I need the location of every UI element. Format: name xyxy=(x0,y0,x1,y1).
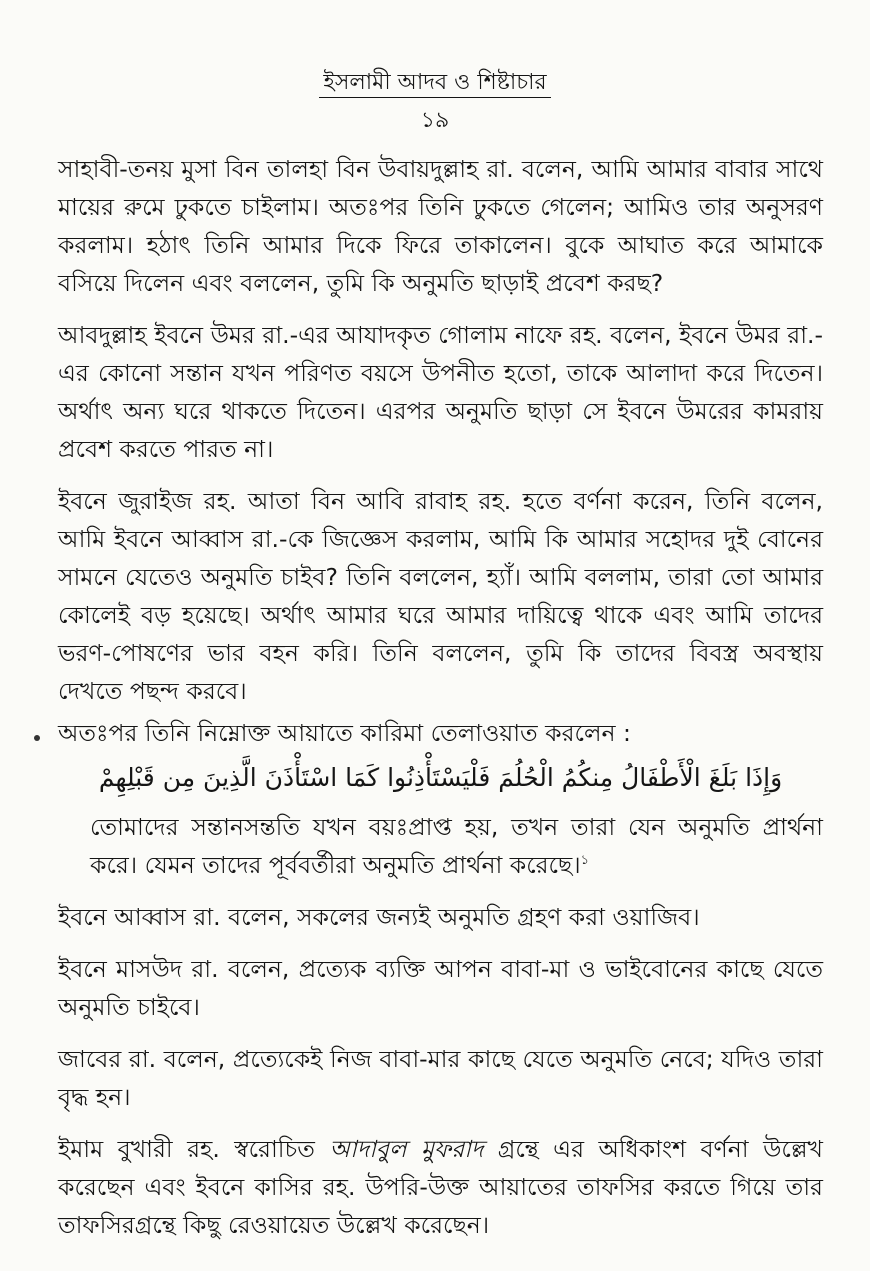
bukhari-text-2: গ্রন্থে এর অধিকাংশ বর্ণনা উল্লেখ করেছেন এবং ইবনে কাসির রহ. উপরি-উক্ত আয়াতের তাফসির করতে গিয়ে তার তাফসিরগ্রন্থে কিছু রেওয়ায়েত উল্লেখ করেছেন। xyxy=(58,1135,823,1239)
paragraph-ibn-juraij: ইবনে জুরাইজ রহ. আতা বিন আবি রাবাহ রহ. হতে বর্ণনা করেন, তিনি বলেন, আমি ইবনে আব্বাস রা.-কে জিজ্ঞেস করলাম, আমি কি আমার সহোদর দুই বোনের সামনে যেতেও অনুমতি চাইব? তিনি বললেন, হ্যাঁ। আমি বললাম, তারা তো আমার কোলেই বড় হয়েছে। অর্থাৎ আমার ঘরে আমার দায়িত্বে থাকে এবং আমি তাদের ভরণ-পোষণের ভার বহন করি। তিনি বললেন, তুমি কি তাদের বিবস্ত্র অবস্থায় দেখতে পছন্দ করবে। xyxy=(58,487,823,705)
paragraph-jaber: জাবের রা. বলেন, প্রত্যেকেই নিজ বাবা-মার কাছে যেতে অনুমতি নেবে; যদিও তারা বৃদ্ধ হন। xyxy=(58,1045,823,1111)
paragraph-ibn-abbas: ইবনে আব্বাস রা. বলেন, সকলের জন্যই অনুমতি গ্রহণ করা ওয়াজিব। xyxy=(58,903,700,931)
running-header xyxy=(0,68,870,98)
paragraph-musa-bin-talha: সাহাবী-তনয় মুসা বিন তালহা বিন উবায়দুল্লাহ রা. বলেন, আমি আমার বাবার সাথে মায়ের রুমে ঢুকতে চাইলাম। অতঃপর তিনি ঢুকতে গেলেন; আমিও তার অনুসরণ করলাম। হঠাৎ তিনি আমার দিকে ফিরে তাকালেন। বুকে আঘাত করে আমাকে বসিয়ে দিলেন এবং বললেন, তুমি কি অনুমতি ছাড়াই প্রবেশ করছ? xyxy=(58,155,823,297)
paragraph-ibn-masud: ইবনে মাসউদ রা. বলেন, প্রত্যেক ব্যক্তি আপন বাবা-মা ও ভাইবোনের কাছে যেতে অনুমতি চাইবে। xyxy=(58,955,823,1021)
verse-translation xyxy=(58,808,823,884)
margin-dot xyxy=(34,735,40,741)
paragraph-verse-intro: অতঃপর তিনি নিম্নোক্ত আয়াতে কারিমা তেলাওয়াত করলেন : xyxy=(58,719,631,747)
page-body xyxy=(58,150,823,1258)
arabic-verse: وَإِذَا بَلَغَ الْأَطْفَالُ مِنكُمُ الْحُلُمَ فَلْيَسْتَأْذِنُوا كَمَا اسْتَأْذَنَ الَّذِينَ مِن قَبْلِهِمْ xyxy=(98,763,783,792)
footnote-marker: ১ xyxy=(580,853,590,869)
translation-text: তোমাদের সন্তানসন্ততি যখন বয়ঃপ্রাপ্ত হয়, তখন তারা যেন অনুমতি প্রার্থনা করে। যেমন তাদের পূর্ববর্তীরা অনুমতি প্রার্থনা করেছে। xyxy=(90,813,823,879)
page-number: ১৯ xyxy=(420,108,450,133)
book-title: ইসলামী আদব ও শিষ্টাচার xyxy=(319,70,550,98)
bukhari-text-1: ইমাম বুখারী রহ. স্বরোচিত xyxy=(58,1135,330,1163)
paragraph-nafe: আবদুল্লাহ ইবনে উমর রা.-এর আযাদকৃত গোলাম নাফে রহ. বলেন, ইবনে উমর রা.-এর কোনো সন্তান যখন পরিণত বয়সে উপনীত হতো, তাকে আলাদা করে দিতেন। অর্থাৎ অন্য ঘরে থাকতে দিতেন। এরপর অনুমতি ছাড়া সে ইবনে উমরের কামরায় প্রবেশ করতে পারত না। xyxy=(58,321,823,463)
paragraph-imam-bukhari xyxy=(58,1130,823,1244)
book-name-adabul-mufrad: আদাবুল মুফরাদ xyxy=(329,1135,484,1163)
